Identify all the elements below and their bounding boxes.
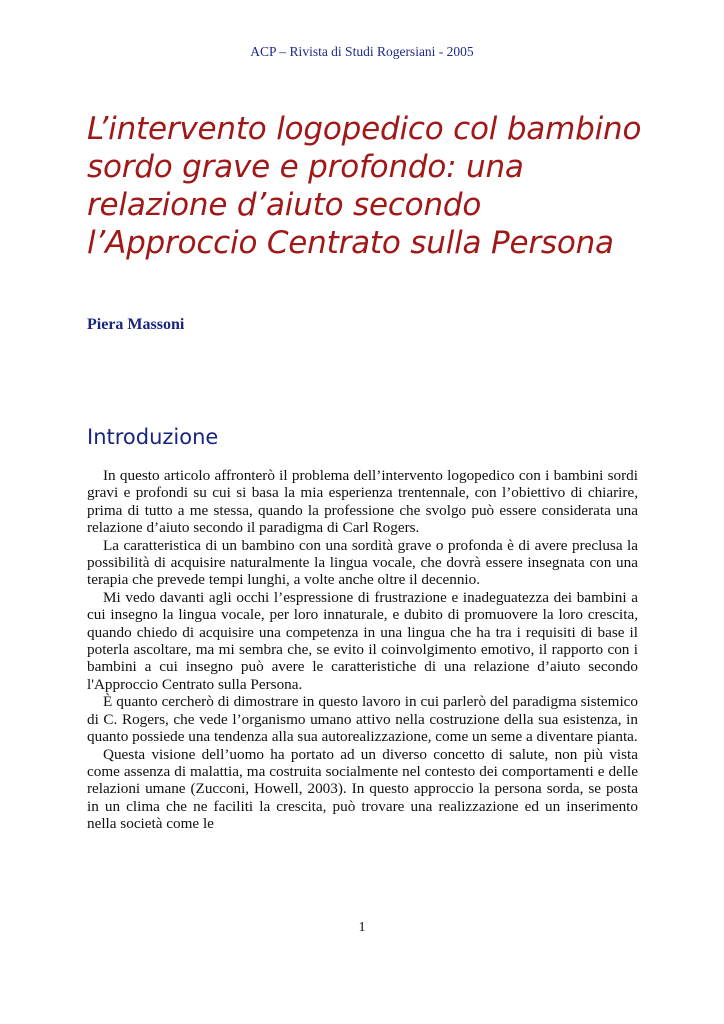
page-number: 1	[358, 920, 366, 935]
article-title	[87, 110, 667, 262]
running-header: ACP – Rivista di Studi Rogersiani - 2005	[250, 44, 474, 59]
paragraph: È quanto cercherò di dimostrare in questo lavoro in cui parlerò del paradigma sistemico di C. Rogers, che vede l’organismo umano attivo nella costruzione della sua esistenza, in quanto possiede una tendenza alla sua autorealizzazione, come un seme a diventare pianta.	[87, 693, 638, 746]
paragraph: In questo articolo affronterò il problema dell’intervento logopedico con i bambini sordi gravi e profondi su cui si basa la mia esperienza trentennale, con l’obiettivo di chiarire, prima di tutto a me stessa, quando la professione che svolgo può essere considerata una relazione d’aiuto secondo il paradigma di Carl Rogers.	[87, 467, 638, 537]
paragraph: Mi vedo davanti agli occhi l’espressione di frustrazione e inadeguatezza dei bambini a cui insegno la lingua vocale, per loro innaturale, e dubito di promuovere la loro crescita, quando chiedo di acquisire una competenza in una lingua che ha tra i requisiti di base il poterla ascoltare, ma mi sembra che, se evito il coinvolgimento emotivo, il rapporto con i bambini a cui insegno può avere le caratteristiche di una relazione d’aiuto secondo l'Approccio Centrato sulla Persona.	[87, 588, 638, 693]
title-line: l’Approccio Centrato sulla Persona	[87, 225, 614, 261]
title-line: relazione d’aiuto secondo	[87, 187, 482, 223]
author-name: Piera Massoni	[87, 316, 185, 333]
section-heading: Introduzione	[87, 425, 219, 449]
title-line: L’intervento logopedico col bambino	[87, 111, 642, 147]
title-line: sordo grave e profondo: una	[87, 149, 524, 185]
body-text	[87, 467, 638, 833]
paragraph: La caratteristica di un bambino con una sordità grave o profonda è di avere preclusa la possibilità di acquisire naturalmente la lingua vocale, che dovrà essere insegnata con una terapia che prevede tempi lunghi, a volte anche oltre il decennio.	[87, 536, 638, 589]
paragraph: Questa visione dell’uomo ha portato ad un diverso concetto di salute, non più vista come assenza di malattia, ma costruita socialmente nel contesto dei comportamenti e delle relazioni umane (Zucconi, Howell, 2003). In questo approccio la persona sorda, se posta in un clima che ne faciliti la crescita, può trovare una realizzazione ed un inserimento nella società come le	[87, 745, 638, 833]
